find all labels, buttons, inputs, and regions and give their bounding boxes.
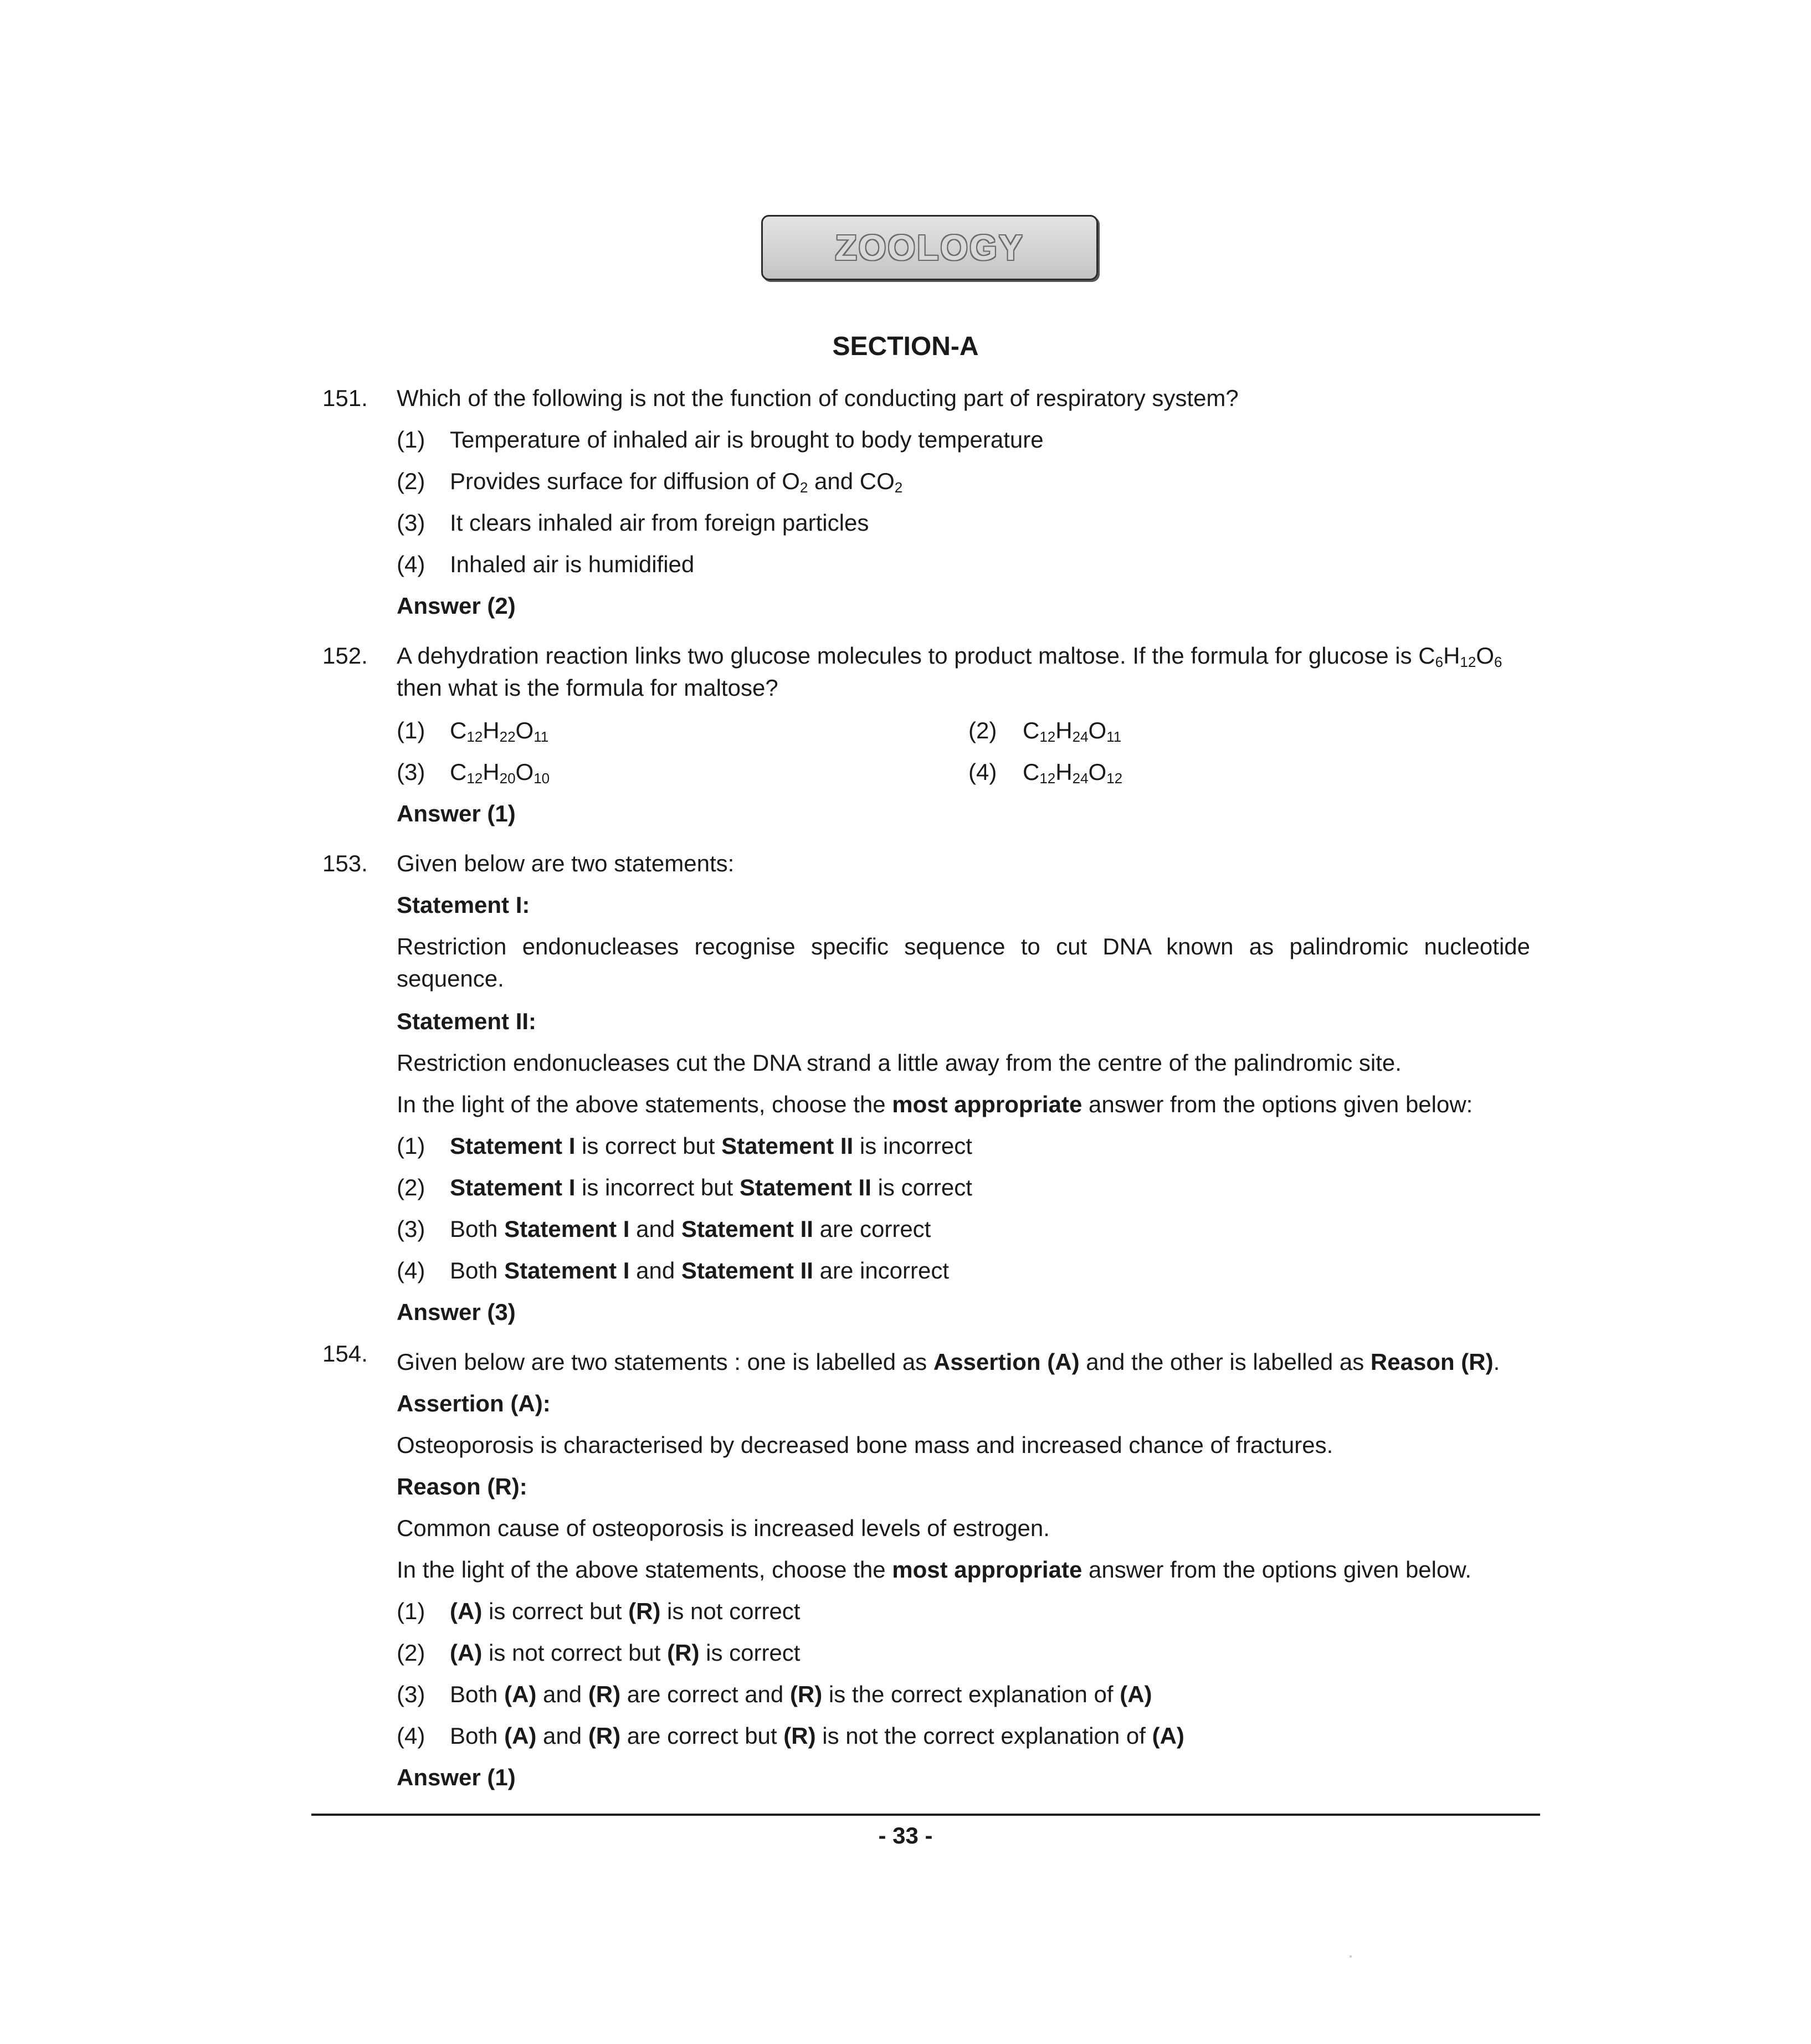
instruction-text: In the light of the above statements, choose the most appropriate answer from the options given below. (397, 1557, 1472, 1583)
reason-text: Common cause of osteoporosis is increased levels of estrogen. (397, 1515, 1050, 1541)
question-text: Which of the following is not the function of conducting part of respiratory system? (397, 385, 1239, 411)
option-text: (A) is not correct but (R) is correct (450, 1640, 801, 1666)
option-number: (2) (397, 1174, 425, 1200)
subject-title: ZOOLOGY (835, 228, 1024, 268)
question-number: 153. (322, 850, 368, 876)
option-number: (2) (397, 468, 425, 494)
option-number: (3) (397, 759, 425, 785)
option-text: Both (A) and (R) are correct and (R) is the correct explanation of (A) (450, 1681, 1152, 1707)
question-text: then what is the formula for maltose? (397, 675, 778, 701)
option-number: (4) (968, 759, 997, 785)
question-text: Given below are two statements : one is labelled as Assertion (A) and the other is labelled as Reason (R). (397, 1349, 1500, 1375)
option-text: Inhaled air is humidified (450, 551, 695, 577)
option-text: Statement I is correct but Statement II is incorrect (450, 1133, 972, 1159)
statement-text: Restriction endonucleases cut the DNA strand a little away from the centre of the palindromic site. (397, 1050, 1402, 1076)
scan-artifact (1350, 1955, 1352, 1958)
question-text: A dehydration reaction links two glucose molecules to product maltose. If the formula for glucose is $C_6H_{12}O_6$ (397, 643, 1502, 670)
instruction-text: In the light of the above statements, choose the most appropriate answer from the options given below: (397, 1091, 1473, 1117)
option-text: Both (A) and (R) are correct but (R) is not the correct explanation of (A) (450, 1723, 1184, 1749)
option-formula: $C_{12}H_{24}O_{11}$ (1023, 717, 1122, 745)
section-title: SECTION-A (832, 332, 979, 361)
option-number: (1) (397, 427, 425, 453)
assertion-text: Osteoporosis is characterised by decreased bone mass and increased chance of fractures. (397, 1432, 1333, 1458)
option-text: Temperature of inhaled air is brought to body temperature (450, 427, 1044, 453)
statement-text: Restriction endonucleases recognise specific sequence to cut DNA known as palindromic nucleotide (397, 933, 1530, 959)
option-number: (4) (397, 1723, 425, 1749)
reason-label: Reason (R): (397, 1473, 527, 1499)
answer: Answer (1) (397, 1764, 516, 1790)
option-text: It clears inhaled air from foreign particles (450, 510, 869, 536)
statement-text: sequence. (397, 965, 504, 992)
option-text: (A) is correct but (R) is not correct (450, 1598, 801, 1624)
option-formula: $C_{12}H_{24}O_{12}$ (1023, 759, 1123, 787)
option-number: (1) (397, 717, 425, 743)
question-number: 154. (322, 1341, 368, 1367)
option-number: (1) (397, 1598, 425, 1624)
option-number: (3) (397, 1216, 425, 1242)
option-formula: $C_{12}H_{22}O_{11}$ (450, 717, 549, 745)
option-number: (3) (397, 1681, 425, 1707)
page-number: - 33 - (878, 1822, 933, 1848)
option-formula: $C_{12}H_{20}O_{10}$ (450, 759, 550, 787)
question-text: Given below are two statements: (397, 850, 735, 876)
answer: Answer (2) (397, 593, 516, 619)
option-text: Provides surface for diffusion of $O_2$ and $CO_2$ (450, 468, 903, 496)
option-number: (2) (968, 717, 997, 743)
answer: Answer (3) (397, 1299, 516, 1325)
statement-label: Statement II: (397, 1008, 537, 1034)
option-text: Both Statement I and Statement II are incorrect (450, 1257, 950, 1283)
assertion-label: Assertion (A): (397, 1390, 551, 1416)
question-number: 152. (322, 643, 368, 669)
subject-banner (761, 215, 1098, 280)
option-text: Statement I is incorrect but Statement II is correct (450, 1174, 972, 1200)
option-number: (1) (397, 1133, 425, 1159)
option-text: Both Statement I and Statement II are correct (450, 1216, 931, 1242)
statement-label: Statement I: (397, 892, 530, 918)
option-number: (4) (397, 551, 425, 577)
question-number: 151. (322, 385, 368, 411)
option-number: (2) (397, 1640, 425, 1666)
footer-divider (311, 1814, 1540, 1816)
option-number: (4) (397, 1257, 425, 1283)
answer: Answer (1) (397, 800, 516, 826)
option-number: (3) (397, 510, 425, 536)
